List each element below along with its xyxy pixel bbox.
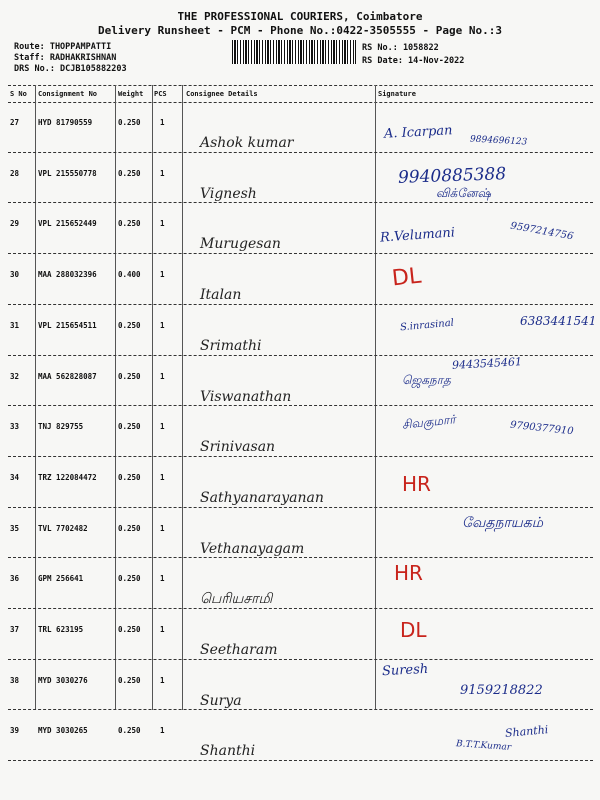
row-consignee-name: Vethanayagam: [200, 540, 305, 557]
row-pcs: 1: [160, 270, 165, 280]
row-weight: 0.250: [118, 675, 141, 685]
row-sno: 29: [10, 219, 20, 229]
row-signature: 9790377910: [509, 419, 575, 438]
row-consignee-name: Italan: [200, 287, 242, 304]
row-divider: [8, 152, 593, 153]
row-weight: 0.250: [118, 422, 141, 432]
row-divider: [8, 760, 593, 761]
row-consignment-no: TNJ 829755: [38, 422, 84, 432]
header-divider: [8, 85, 593, 86]
row-signature: S.inrasinal: [399, 317, 455, 334]
column-divider: [152, 85, 153, 710]
row-consignee-name: Vignesh: [200, 185, 257, 202]
row-consignment-no: TVL 7702482: [38, 523, 88, 533]
row-sno: 32: [10, 371, 20, 381]
row-weight: 0.250: [118, 168, 141, 178]
row-weight: 0.250: [118, 472, 141, 482]
row-sno: 31: [10, 320, 20, 330]
column-divider: [375, 85, 376, 710]
row-consignment-no: MAA 288032396: [38, 270, 97, 280]
row-weight: 0.250: [118, 219, 141, 229]
row-divider: [8, 456, 593, 457]
row-weight: 0.400: [118, 270, 141, 280]
row-consignment-no: MAA 562828087: [38, 371, 97, 381]
row-consignment-no: VPL 215654511: [38, 320, 97, 330]
row-pcs: 1: [160, 472, 165, 482]
row-signature: வேதநாயகம்: [462, 514, 543, 531]
row-pcs: 1: [160, 625, 165, 634]
row-signature: விக்னேஷ்: [436, 185, 491, 200]
col-header-pcs: PCS: [154, 90, 167, 98]
row-pcs: 1: [160, 168, 165, 178]
row-signature: DL: [400, 618, 427, 642]
row-signature: Suresh: [381, 661, 429, 679]
row-consignment-no: TRL 623195: [38, 625, 84, 634]
row-consignee-name: Shanthi: [200, 743, 256, 760]
row-consignee-name: Viswanathan: [200, 388, 292, 405]
col-header-consignment: Consignment No: [38, 90, 98, 98]
row-sno: 34: [10, 472, 20, 482]
row-weight: 0.250: [118, 320, 141, 330]
row-consignment-no: GPM 256641: [38, 574, 84, 584]
row-consignee-name: Surya: [200, 692, 242, 709]
row-sno: 28: [10, 168, 20, 178]
row-consignment-no: VPL 215550778: [38, 168, 97, 178]
row-signature: 9159218822: [460, 682, 543, 698]
row-pcs: 1: [160, 320, 165, 330]
col-header-consignee: Consignee Details: [186, 90, 258, 98]
row-consignee-name: பெரியசாமி: [200, 591, 273, 608]
row-sno: 39: [10, 726, 20, 736]
row-divider: [8, 405, 593, 406]
row-consignee-name: Seetharam: [200, 642, 278, 658]
row-consignment-no: MYD 3030265: [38, 726, 88, 736]
row-signature: 9894696123: [469, 134, 528, 148]
row-divider: [8, 608, 593, 609]
row-signature: HR: [402, 471, 431, 496]
row-pcs: 1: [160, 523, 165, 533]
company-title: THE PROFESSIONAL COURIERS, Coimbatore: [177, 10, 423, 23]
row-divider: [8, 709, 593, 710]
row-pcs: 1: [160, 726, 165, 736]
row-signature: 9443545461: [451, 354, 523, 372]
row-divider: [8, 304, 593, 305]
row-sno: 30: [10, 270, 20, 280]
header-divider: [8, 102, 593, 103]
row-signature: சிவகுமார்: [401, 412, 457, 432]
row-consignment-no: HYD 81790559: [38, 118, 93, 127]
row-pcs: 1: [160, 219, 165, 229]
row-weight: 0.250: [118, 625, 141, 634]
row-signature: HR: [394, 561, 423, 586]
rs-date: RS Date: 14-Nov-2022: [362, 56, 465, 66]
row-pcs: 1: [160, 422, 165, 432]
row-pcs: 1: [160, 118, 165, 127]
column-divider: [115, 85, 116, 710]
row-signature: ஜெகநாத: [402, 372, 451, 387]
row-consignment-no: VPL 215652449: [38, 219, 97, 229]
row-signature: A. Icarpan: [383, 123, 453, 142]
row-sno: 27: [10, 118, 20, 127]
row-divider: [8, 659, 593, 660]
row-sno: 36: [10, 574, 20, 584]
row-consignment-no: MYD 3030276: [38, 675, 88, 685]
col-header-sno: S No: [10, 90, 27, 98]
column-divider: [182, 85, 183, 710]
row-divider: [8, 202, 593, 203]
route-label: Route: THOPPAMPATTI: [14, 42, 112, 52]
row-consignment-no: TRZ 122084472: [38, 472, 97, 482]
row-signature: B.T.T.Kumar: [455, 739, 512, 754]
runsheet-title: Delivery Runsheet - PCM - Phone No.:0422-3505555 - Page No.:3: [98, 24, 502, 37]
row-divider: [8, 253, 593, 254]
col-header-signature: Signature: [378, 90, 416, 98]
row-sno: 33: [10, 422, 20, 432]
row-consignee-name: Srimathi: [200, 337, 262, 354]
row-sno: 38: [10, 675, 20, 685]
row-weight: 0.250: [118, 726, 141, 736]
row-weight: 0.250: [118, 371, 141, 381]
drs-number: DRS No.: DCJB105882203: [14, 64, 127, 74]
row-signature: 6383441541: [520, 313, 597, 328]
row-divider: [8, 507, 593, 508]
row-signature: R.Velumani: [379, 225, 456, 246]
staff-label: Staff: RADHAKRISHNAN: [14, 53, 117, 63]
row-signature: Shanthi: [504, 723, 549, 741]
row-signature: 9940885388: [397, 163, 507, 188]
row-weight: 0.250: [118, 523, 141, 533]
row-consignee-name: Ashok kumar: [200, 135, 294, 151]
row-signature: 9597214756: [509, 220, 575, 243]
row-weight: 0.250: [118, 574, 141, 584]
row-consignee-name: Sathyanarayanan: [200, 489, 324, 506]
row-pcs: 1: [160, 574, 165, 584]
col-header-weight: Weight: [118, 90, 144, 98]
row-weight: 0.250: [118, 118, 141, 127]
rs-number: RS No.: 1058822: [362, 43, 439, 53]
column-divider: [35, 85, 36, 710]
row-consignee-name: Murugesan: [200, 236, 281, 253]
barcode: [232, 40, 356, 64]
row-sno: 35: [10, 523, 20, 533]
row-divider: [8, 557, 593, 558]
row-pcs: 1: [160, 675, 165, 685]
row-signature: DL: [390, 263, 423, 292]
row-sno: 37: [10, 625, 20, 634]
row-consignee-name: Srinivasan: [200, 439, 276, 456]
row-pcs: 1: [160, 371, 165, 381]
